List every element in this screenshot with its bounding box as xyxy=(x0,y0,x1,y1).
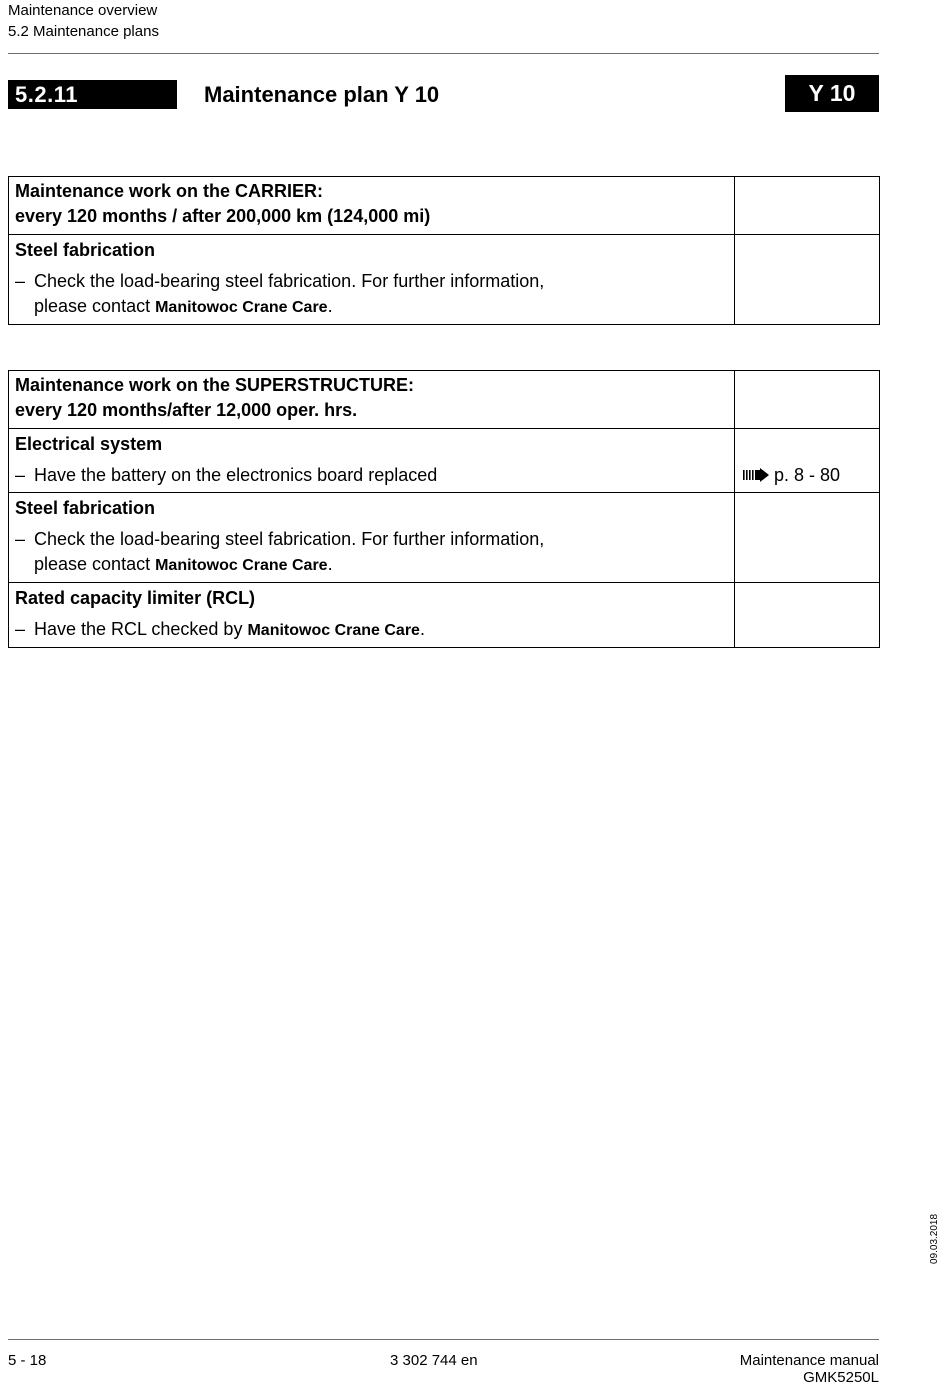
check-column-cell xyxy=(735,177,880,235)
plan-badge: Y 10 xyxy=(785,75,879,112)
footer-manual-title: Maintenance manual xyxy=(739,1352,879,1369)
page-reference-text: p. 8 - 80 xyxy=(774,465,841,485)
check-column-cell xyxy=(735,493,880,583)
check-column-cell xyxy=(735,583,880,648)
check-column-cell xyxy=(735,235,880,325)
task-text-line1: Check the load-bearing steel fabrication. For further information, xyxy=(34,529,545,549)
superstructure-maintenance-table xyxy=(8,370,880,648)
table-row xyxy=(9,493,880,583)
brand-name: Manitowoc Crane Care xyxy=(247,622,420,639)
group-title-steel-fabrication: Steel fabrication xyxy=(15,498,156,518)
page-reference-link[interactable] xyxy=(735,429,879,488)
task-text: Have the battery on the electronics board replaced xyxy=(34,465,438,485)
carrier-maintenance-table xyxy=(8,176,880,325)
carrier-heading-line2: every 120 months / after 200,000 km (124,000 mi) xyxy=(15,206,431,226)
task-item xyxy=(9,521,734,582)
task-dash: – xyxy=(15,619,26,639)
footer-doc-number: 3 302 744 en xyxy=(390,1352,478,1369)
page-reference-arrow-icon xyxy=(743,468,769,482)
task-item xyxy=(9,263,734,324)
task-text-line2: please contact xyxy=(34,554,151,574)
header-chapter: Maintenance overview xyxy=(8,2,158,19)
table-header-row xyxy=(9,177,880,235)
task-text-line2: please contact xyxy=(34,296,151,316)
task-text-line1: Check the load-bearing steel fabrication. For further information, xyxy=(34,271,545,291)
task-end: . xyxy=(327,296,333,316)
task-dash: – xyxy=(15,529,26,549)
task-text: Have the RCL checked by xyxy=(34,619,243,639)
carrier-heading-line1: Maintenance work on the CARRIER: xyxy=(15,181,324,201)
superstructure-heading-line1: Maintenance work on the SUPERSTRUCTURE: xyxy=(15,375,415,395)
task-end: . xyxy=(419,619,425,639)
header-section: 5.2 Maintenance plans xyxy=(8,23,159,40)
superstructure-heading xyxy=(9,371,734,428)
table-header-row xyxy=(9,371,880,429)
header-rule xyxy=(8,53,879,54)
group-title-electrical-system: Electrical system xyxy=(15,434,163,454)
group-title-steel-fabrication: Steel fabrication xyxy=(15,240,156,260)
task-item xyxy=(9,457,734,492)
group-title-rcl: Rated capacity limiter (RCL) xyxy=(15,588,256,608)
brand-name: Manitowoc Crane Care xyxy=(155,299,328,316)
footer-model: GMK5250L xyxy=(803,1369,879,1386)
table-row xyxy=(9,235,880,325)
footer-rule xyxy=(8,1339,879,1340)
task-dash: – xyxy=(15,465,26,485)
task-end: . xyxy=(327,554,333,574)
table-row xyxy=(9,429,880,493)
brand-name: Manitowoc Crane Care xyxy=(155,557,328,574)
table-row xyxy=(9,583,880,648)
superstructure-heading-line2: every 120 months/after 12,000 oper. hrs. xyxy=(15,400,358,420)
carrier-heading xyxy=(9,177,734,234)
footer-page-number: 5 - 18 xyxy=(8,1352,47,1369)
check-column-cell xyxy=(735,371,880,429)
section-title: Maintenance plan Y 10 xyxy=(204,82,440,107)
task-dash: – xyxy=(15,271,26,291)
task-item xyxy=(9,611,734,647)
side-date: 09.03.2018 xyxy=(929,1213,940,1264)
section-number: 5.2.11 xyxy=(8,80,177,109)
